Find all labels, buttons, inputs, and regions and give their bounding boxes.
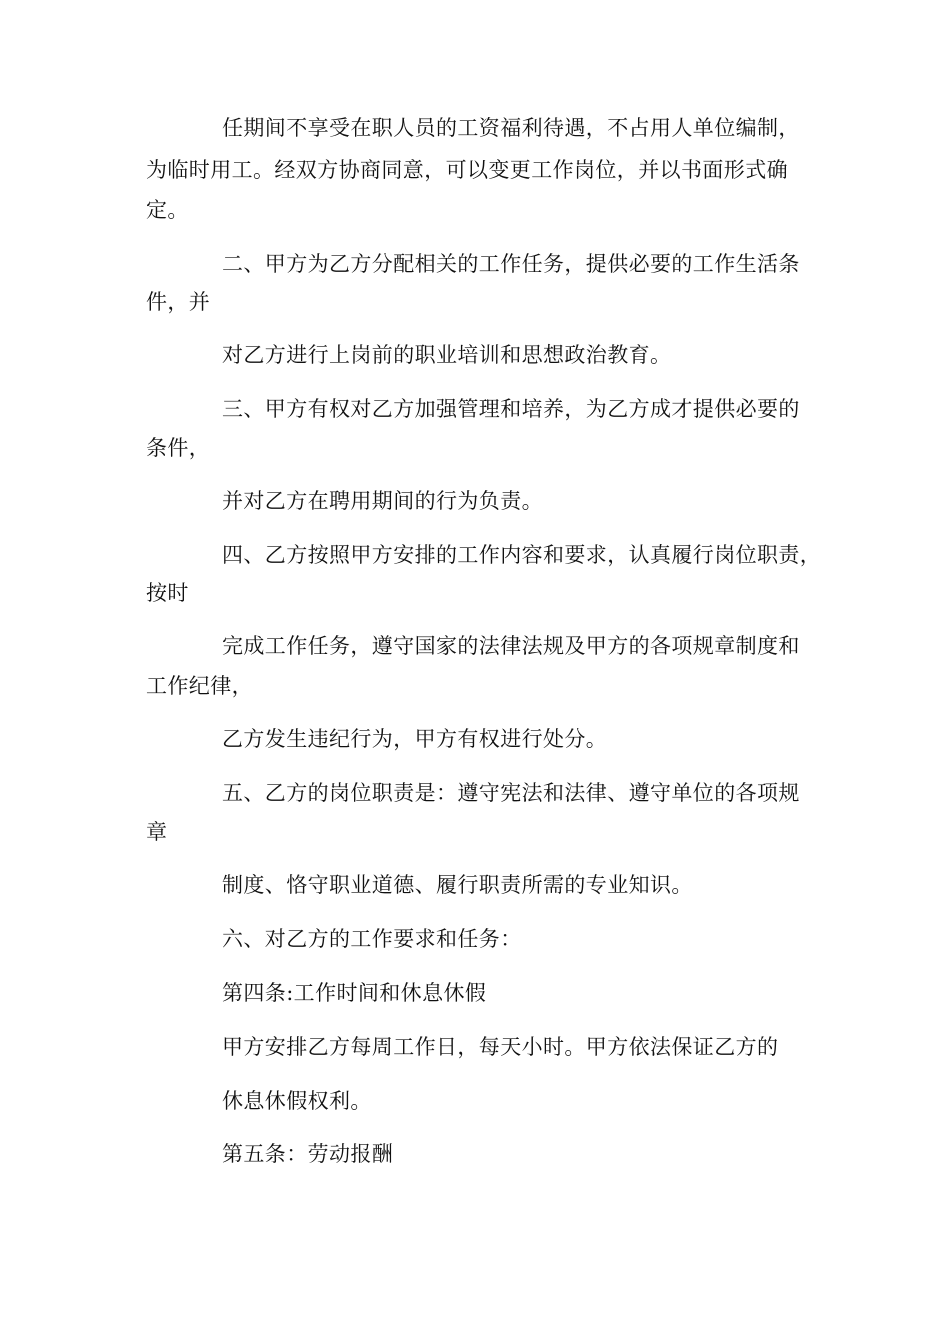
text-line: 第五条：劳动报酬 [222, 1142, 394, 1166]
text-line: 工作纪律， [146, 674, 253, 698]
text-line: 乙方发生违纪行为，甲方有权进行处分。 [222, 727, 608, 751]
text-line: 第四条:工作时间和休息休假 [222, 981, 487, 1005]
text-line: 任期间不享受在职人员的工资福利待遇，不占用人单位编制， [222, 116, 800, 140]
text-line: 四、乙方按照甲方安排的工作内容和要求，认真履行岗位职责， [222, 543, 822, 567]
text-line: 对乙方进行上岗前的职业培训和思想政治教育。 [222, 343, 672, 367]
text-line: 制度、恪守职业道德、履行职责所需的专业知识。 [222, 873, 693, 897]
text-line: 为临时用工。经双方协商同意，可以变更工作岗位，并以书面形式确 [146, 158, 788, 182]
text-line: 六、对乙方的工作要求和任务： [222, 927, 522, 951]
text-line: 件，并 [146, 290, 211, 314]
text-line: 二、甲方为乙方分配相关的工作任务，提供必要的工作生活条 [222, 252, 800, 276]
text-line: 条件， [146, 436, 211, 460]
text-line: 章 [146, 820, 168, 844]
text-line: 休息休假权利。 [222, 1089, 372, 1113]
text-line: 并对乙方在聘用期间的行为负责。 [222, 489, 543, 513]
text-line: 五、乙方的岗位职责是：遵守宪法和法律、遵守单位的各项规 [222, 781, 800, 805]
text-line: 定。 [146, 198, 189, 222]
text-line: 按时 [146, 581, 189, 605]
text-line: 甲方安排乙方每周工作日，每天小时。甲方依法保证乙方的 [222, 1035, 779, 1059]
text-line: 完成工作任务，遵守国家的法律法规及甲方的各项规章制度和 [222, 634, 800, 658]
text-line: 三、甲方有权对乙方加强管理和培养，为乙方成才提供必要的 [222, 397, 800, 421]
